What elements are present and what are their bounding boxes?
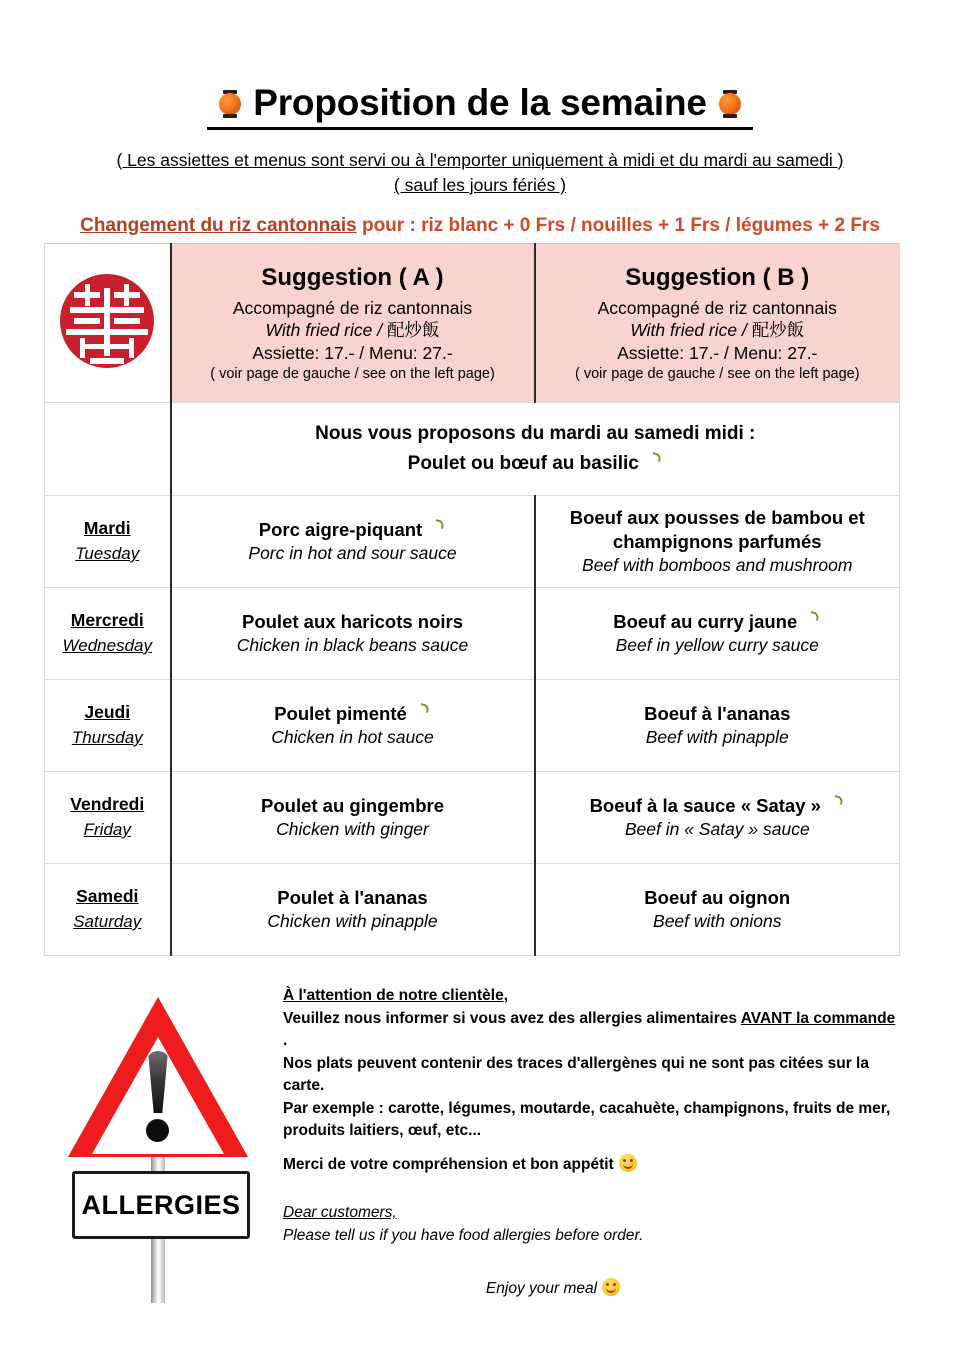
table-row: [45, 680, 900, 772]
suggestion-b-cell: [535, 244, 900, 403]
day-label-fr: Jeudi: [84, 702, 131, 723]
service-note-text-2: ( sauf les jours fériés ): [393, 174, 567, 195]
suggestion-b-line3-cn: 配炒飯: [751, 320, 805, 341]
table-row: [45, 496, 900, 588]
chili-pepper-icon: [801, 612, 821, 632]
suggestion-b-line3: With fried rice / 配炒飯: [630, 320, 805, 341]
rice-change-detail: pour : riz blanc + 0 Frs / nouilles + 1 Frs / légumes + 2 Frs: [356, 215, 880, 237]
day-label-fr: Mercredi: [70, 610, 144, 631]
allergy-en-line-2: Please tell us if you have food allergies before order.: [283, 1227, 644, 1245]
allergies-sign-plate: [72, 1171, 250, 1239]
banner-line-2: [172, 453, 900, 475]
banner-line-2-text: Poulet ou bœuf au basilic: [407, 453, 639, 474]
rice-change-heading: Changement du riz cantonnais: [80, 215, 357, 237]
suggestion-b-line2: Accompagné de riz cantonnais: [597, 297, 837, 318]
dish-b-mercredi: [535, 588, 900, 680]
suggestion-a-line3: With fried rice / 配炒飯: [265, 320, 440, 341]
dish-name-en: Chicken with ginger: [276, 819, 429, 840]
dish-b-samedi: [535, 864, 900, 956]
dish-name-en: Chicken with pinapple: [267, 911, 438, 932]
allergy-warning-sign: [58, 993, 258, 1303]
dish-name-en: Beef with pinapple: [645, 727, 789, 748]
dish-name-fr: Poulet à l'ananas: [277, 886, 428, 908]
suggestion-a-line2: Accompagné de riz cantonnais: [232, 297, 473, 318]
dish-name-fr-text: Boeuf à la sauce « Satay »: [589, 794, 821, 816]
suggestion-b-line3-en: With fried rice: [630, 320, 738, 341]
allergy-fr-line-2-b: .: [283, 1032, 288, 1049]
dish-b-mardi: [535, 496, 900, 588]
allergy-fr-line-2: [283, 1008, 903, 1052]
allergy-fr-heading: À l'attention de notre clientèle,: [283, 987, 509, 1004]
enjoy-your-meal-line: [283, 1278, 903, 1298]
chili-pepper-icon: [825, 796, 845, 816]
dish-name-fr: [546, 610, 890, 634]
service-note-line-2: [0, 173, 960, 198]
dish-a-vendredi: [171, 772, 535, 864]
dish-name-fr-text: Poulet pimenté: [274, 702, 407, 724]
day-cell-samedi: [45, 864, 171, 956]
lantern-icon: [219, 89, 241, 119]
service-notes: [0, 148, 960, 199]
chili-pepper-icon: [426, 520, 446, 540]
suggestion-b-note: ( voir page de gauche / see on the left page): [574, 365, 860, 382]
page-title: [207, 82, 753, 130]
dish-name-fr: [546, 794, 890, 818]
day-label-fr: Samedi: [76, 886, 139, 907]
banner-cell: [171, 403, 900, 496]
allergy-fr-line-2-emphasis: AVANT la commande: [740, 1010, 896, 1027]
day-label-en: Saturday: [73, 911, 142, 931]
lantern-icon: [719, 89, 741, 119]
page-header: [0, 0, 960, 130]
service-note-line-1: [0, 148, 960, 173]
suggestions-header-row: [45, 244, 900, 403]
allergy-fr-line-3: Nos plats peuvent contenir des traces d'allergènes qui ne sont pas citées sur la carte.: [283, 1055, 869, 1094]
table-row: [45, 588, 900, 680]
allergy-english-block: [283, 1202, 903, 1248]
page-title-text: Proposition de la semaine: [253, 82, 707, 123]
banner-line-1: Nous vous proposons du mardi au samedi midi :: [315, 423, 756, 444]
dish-name-fr: Boeuf au oignon: [644, 886, 791, 908]
dish-name-fr: Poulet aux haricots noirs: [241, 610, 464, 632]
suggestion-a-cell: [171, 244, 535, 403]
double-happiness-seal-icon: [60, 274, 154, 368]
day-label-en: Thursday: [71, 727, 143, 747]
dish-name-fr-text: Porc aigre-piquant: [258, 518, 423, 540]
banner-empty-cell: [45, 403, 171, 496]
smiley-face-icon: [619, 1154, 637, 1172]
suggestion-a-line3-cn: 配炒飯: [386, 320, 440, 341]
dish-name-fr: Boeuf à l'ananas: [644, 702, 791, 724]
day-label-fr: Mardi: [83, 518, 131, 539]
dish-name-fr: Boeuf aux pousses de bambou et champignons parfumés: [569, 506, 865, 552]
allergy-fr-line-5: [283, 1154, 903, 1176]
dish-name-en: Beef with bomboos and mushroom: [582, 555, 853, 576]
basil-banner-row: [45, 403, 900, 496]
weekly-menu-table: [44, 243, 900, 956]
dish-name-en: Chicken in hot sauce: [271, 727, 434, 748]
table-row: [45, 864, 900, 956]
rice-change-note: [0, 215, 960, 237]
enjoy-your-meal-text: Enjoy your meal: [485, 1279, 598, 1297]
service-note-text-1: ( Les assiettes et menus sont servi ou à l'emporter uniquement à midi et du mardi au samedi ): [116, 149, 844, 170]
smiley-face-icon: [602, 1278, 620, 1296]
allergies-sign-label: ALLERGIES: [81, 1189, 241, 1220]
day-cell-mercredi: [45, 588, 171, 680]
chili-pepper-icon: [643, 453, 663, 473]
allergy-text-block: [283, 985, 903, 1298]
table-row: [45, 772, 900, 864]
allergy-fr-line-2-a: Veuillez nous informer si vous avez des allergies alimentaires: [283, 1010, 741, 1027]
day-cell-jeudi: [45, 680, 171, 772]
dish-a-mercredi: [171, 588, 535, 680]
dish-name-en: Chicken in black beans sauce: [236, 635, 469, 656]
dish-b-vendredi: [535, 772, 900, 864]
suggestion-a-title: Suggestion ( A ): [261, 264, 444, 292]
dish-b-jeudi: [535, 680, 900, 772]
day-cell-mardi: [45, 496, 171, 588]
dish-name-fr: [182, 702, 524, 726]
allergy-fr-line-5-text: Merci de votre compréhension et bon appétit: [283, 1156, 614, 1173]
allergy-fr-line-4: Par exemple : carotte, légumes, moutarde, cacahuète, champignons, fruits de mer, produits laitiers, œuf, etc...: [283, 1100, 891, 1139]
day-label-en: Wednesday: [62, 635, 152, 655]
dish-name-en: Beef in « Satay » sauce: [624, 819, 810, 840]
dish-name-en: Beef in yellow curry sauce: [615, 635, 819, 656]
suggestion-a-price: Assiette: 17.- / Menu: 27.-: [252, 343, 453, 364]
day-label-en: Friday: [83, 819, 131, 839]
day-label-fr: Vendredi: [70, 794, 145, 815]
dish-name-fr: Poulet au gingembre: [261, 794, 444, 816]
dish-name-fr: [182, 518, 524, 542]
suggestion-b-title: Suggestion ( B ): [625, 264, 810, 292]
dish-a-mardi: [171, 496, 535, 588]
dish-name-en: Beef with onions: [653, 911, 782, 932]
allergy-en-heading: Dear customers,: [283, 1204, 397, 1221]
suggestion-a-line3-en: With fried rice: [265, 320, 373, 341]
suggestion-b-price: Assiette: 17.- / Menu: 27.-: [617, 343, 818, 364]
dish-name-en: Porc in hot and sour sauce: [248, 543, 457, 564]
suggestion-a-note: ( voir page de gauche / see on the left page): [210, 365, 495, 382]
day-cell-vendredi: [45, 772, 171, 864]
restaurant-logo-cell: [45, 244, 171, 403]
chili-pepper-icon: [411, 704, 431, 724]
dish-a-samedi: [171, 864, 535, 956]
dish-name-fr-text: Boeuf au curry jaune: [613, 610, 798, 632]
dish-a-jeudi: [171, 680, 535, 772]
day-label-en: Tuesday: [75, 543, 140, 563]
